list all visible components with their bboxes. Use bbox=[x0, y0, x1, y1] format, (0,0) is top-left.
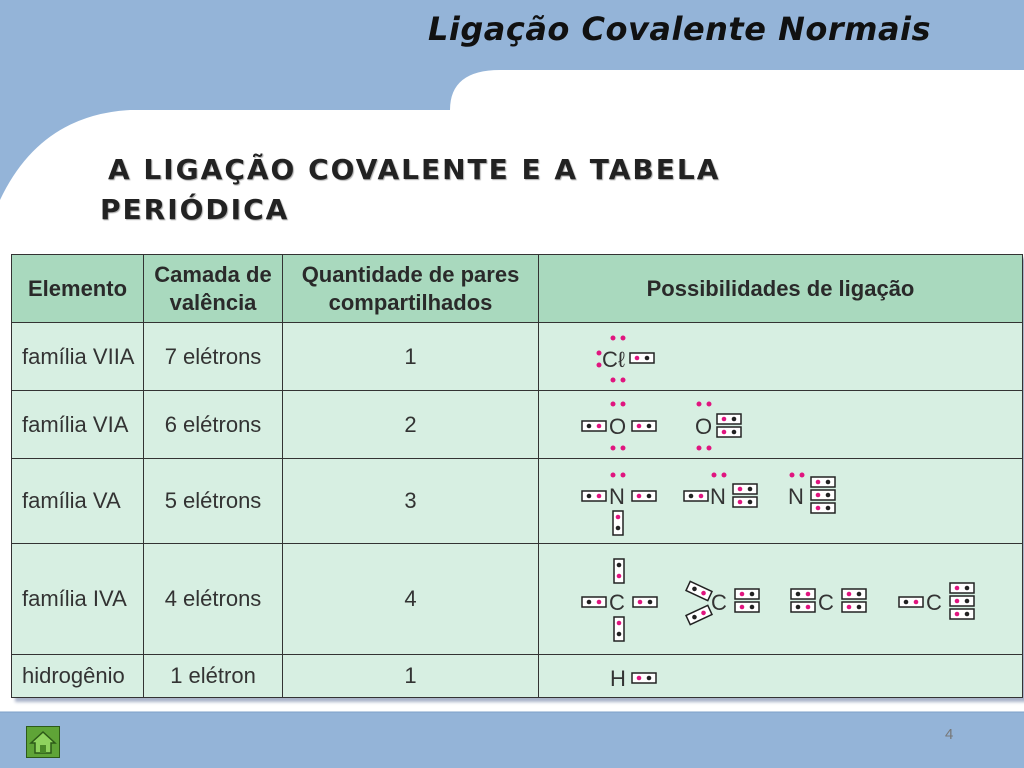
bond-pair-box bbox=[582, 597, 606, 607]
bond-pair-box bbox=[791, 589, 815, 599]
subtitle-line-1: A LIGAÇÃO COVALENTE E A TABELA bbox=[108, 153, 721, 186]
bond-pair-box bbox=[613, 511, 623, 535]
bond-pair-box bbox=[811, 477, 835, 487]
element-symbol: Cℓ bbox=[602, 346, 625, 372]
bond-pair-box bbox=[842, 589, 866, 599]
element-symbol: C bbox=[711, 589, 727, 615]
table-row bbox=[12, 544, 1023, 655]
bond-pair-box bbox=[733, 484, 757, 494]
bond-pair-box bbox=[791, 602, 815, 612]
element-symbol: O bbox=[609, 413, 627, 439]
cell-pares: 3 bbox=[283, 459, 539, 544]
cell-possibilidades bbox=[539, 323, 1023, 391]
element-symbol: C bbox=[926, 589, 942, 615]
lone-pair-dot bbox=[611, 472, 805, 477]
lewis-diagram-o bbox=[539, 392, 1023, 458]
element-symbol: N bbox=[710, 483, 726, 509]
cell-possibilidades bbox=[539, 655, 1023, 698]
element-symbol: N bbox=[788, 483, 804, 509]
header-elemento: Elemento bbox=[12, 255, 144, 323]
cell-pares: 4 bbox=[283, 544, 539, 655]
bond-pair-box bbox=[632, 491, 656, 501]
cell-camada: 4 elétrons bbox=[144, 544, 283, 655]
home-button[interactable] bbox=[26, 726, 60, 758]
bond-table bbox=[11, 254, 1023, 698]
bond-pair-box bbox=[632, 421, 656, 431]
cell-elemento: família VIA bbox=[12, 391, 144, 459]
bond-pair-box bbox=[733, 497, 757, 507]
home-icon bbox=[27, 727, 59, 757]
cell-camada: 1 elétron bbox=[144, 655, 283, 698]
bond-pair-box bbox=[950, 583, 974, 593]
bond-pair-box bbox=[735, 589, 759, 599]
lewis-diagram-n bbox=[539, 460, 1023, 543]
cell-pares: 1 bbox=[283, 323, 539, 391]
table-row bbox=[12, 459, 1023, 544]
cell-elemento: família IVA bbox=[12, 544, 144, 655]
bond-pair-box bbox=[614, 617, 624, 641]
element-symbol: N bbox=[609, 483, 625, 509]
bond-pair-box bbox=[633, 597, 657, 607]
bond-pair-box bbox=[686, 581, 712, 600]
bond-pair-box bbox=[614, 559, 624, 583]
table-row bbox=[12, 323, 1023, 391]
bond-pair-box bbox=[842, 602, 866, 612]
cell-camada: 7 elétrons bbox=[144, 323, 283, 391]
slide-subtitle bbox=[100, 150, 900, 230]
cell-elemento: família VIIA bbox=[12, 323, 144, 391]
bond-pair-box bbox=[811, 503, 835, 513]
bond-pair-box bbox=[582, 421, 606, 431]
lewis-diagram-c bbox=[539, 545, 1023, 654]
element-symbol: C bbox=[609, 589, 625, 615]
cell-elemento: hidrogênio bbox=[12, 655, 144, 698]
bond-pair-box bbox=[630, 353, 654, 363]
lewis-diagram-h bbox=[539, 656, 1023, 697]
table-row bbox=[12, 655, 1023, 698]
bond-pair-box bbox=[717, 427, 741, 437]
cell-camada: 6 elétrons bbox=[144, 391, 283, 459]
bond-pair-box bbox=[582, 491, 606, 501]
element-symbol: O bbox=[695, 413, 713, 439]
table-header-row bbox=[12, 255, 1023, 323]
page-number: 4 bbox=[945, 726, 954, 743]
cell-possibilidades bbox=[539, 391, 1023, 459]
bond-pair-box bbox=[950, 596, 974, 606]
header-quantidade: Quantidade de pares compartilhados bbox=[283, 255, 539, 323]
header-camada: Camada de valência bbox=[144, 255, 283, 323]
bond-pair-box bbox=[735, 602, 759, 612]
cell-elemento: família VA bbox=[12, 459, 144, 544]
cell-possibilidades bbox=[539, 459, 1023, 544]
header-possibilidades: Possibilidades de ligação bbox=[539, 255, 1023, 323]
bond-pair-box bbox=[811, 490, 835, 500]
element-symbol: H bbox=[610, 665, 626, 691]
cell-possibilidades bbox=[539, 544, 1023, 655]
lewis-diagram-cl bbox=[539, 324, 1023, 390]
cell-pares: 1 bbox=[283, 655, 539, 698]
bond-pair-box bbox=[684, 491, 708, 501]
subtitle-line-2: PERIÓDICA bbox=[100, 193, 290, 226]
element-symbol: C bbox=[818, 589, 834, 615]
bond-pair-box bbox=[717, 414, 741, 424]
bond-pair-box bbox=[632, 673, 656, 683]
bond-pair-box bbox=[686, 605, 712, 624]
cell-camada: 5 elétrons bbox=[144, 459, 283, 544]
bond-pair-box bbox=[950, 609, 974, 619]
slide-title: Ligação Covalente Normais bbox=[428, 10, 932, 48]
table-row bbox=[12, 391, 1023, 459]
bond-pair-box bbox=[899, 597, 923, 607]
cell-pares: 2 bbox=[283, 391, 539, 459]
